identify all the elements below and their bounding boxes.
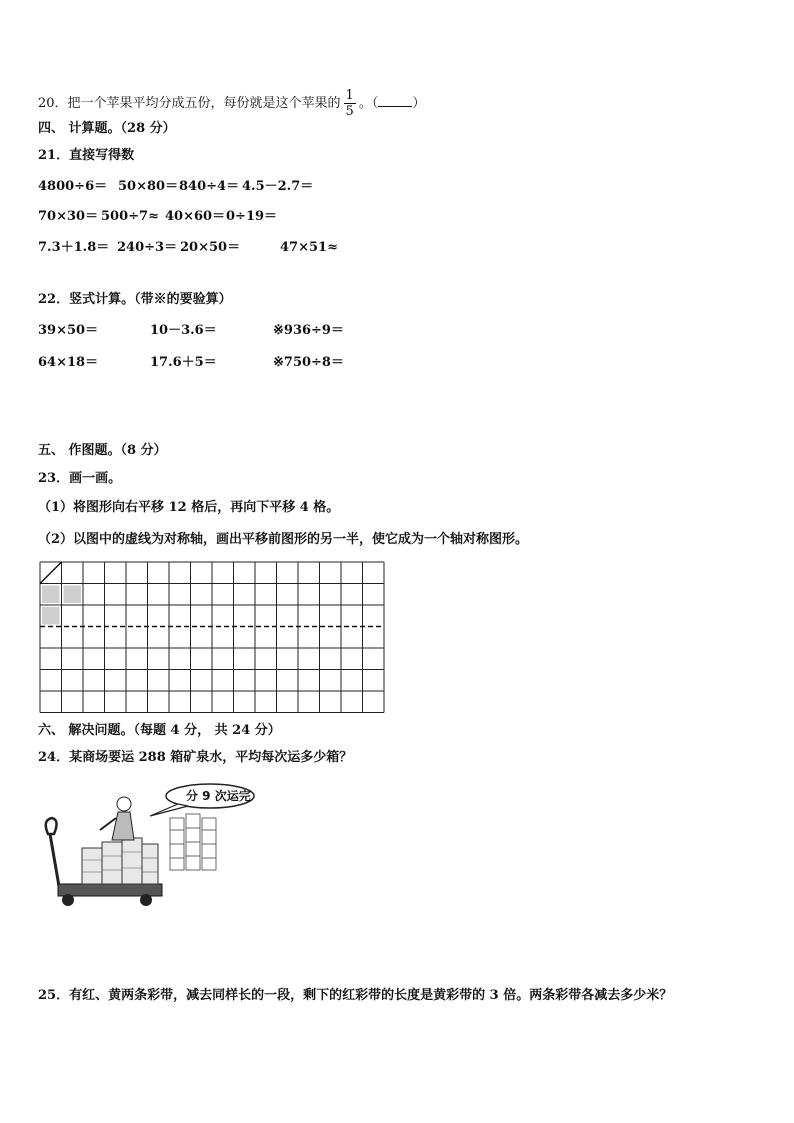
question-25: 25．有红、黄两条彩带，减去同样长的一段，剩下的红彩带的长度是黄彩带的 3 倍。两条彩带各减去多少米？: [38, 988, 673, 1003]
q21-item: 4.5－2.7＝: [242, 179, 314, 194]
triangle-diagonal: [40, 562, 62, 584]
question-24: 24．某商场要运 288 箱矿泉水，平均每次运多少箱？: [38, 750, 353, 765]
question-21-title: 21．直接写得数: [38, 148, 135, 163]
shaded-cell: [64, 586, 82, 604]
shaded-cell: [42, 607, 60, 625]
q21-item: 70×30＝: [38, 209, 99, 224]
q22-item: 39×50＝: [38, 323, 99, 338]
q21-item: 47×51≈: [280, 240, 338, 255]
q21-item: 7.3＋1.8＝: [38, 240, 110, 255]
q21-item: 500÷7≈: [101, 209, 159, 224]
q21-item: 0÷19＝: [226, 209, 278, 224]
q20-prefix: 20．把一个苹果平均分成五份，每份就是这个苹果的: [38, 96, 341, 111]
q20-suffix-close: ）: [412, 96, 426, 111]
shaded-cell: [42, 586, 60, 604]
q21-item: 40×60＝: [165, 209, 226, 224]
fraction-denominator: 5: [345, 104, 354, 119]
fraction-one-fifth: [344, 88, 356, 119]
q22-item: ※750÷8＝: [273, 355, 344, 370]
q20-suffix-open: 。（: [358, 96, 379, 111]
question-23-title: 23．画一画。: [38, 471, 122, 486]
q21-item: 4800÷6＝: [38, 179, 108, 194]
section-5-title: 五、 作图题。（8 分）: [38, 443, 167, 458]
section-4-title: 四、 计算题。（28 分）: [38, 121, 176, 136]
speech-bubble-text: 分 9 次运完: [186, 789, 251, 803]
q21-item: 50×80＝: [118, 179, 179, 194]
answer-blank[interactable]: [378, 94, 412, 107]
q23-item-1: （1）将图形向右平移 12 格后，再向下平移 4 格。: [38, 500, 340, 515]
drawing-grid[interactable]: [39, 561, 391, 717]
q22-item: 64×18＝: [38, 355, 99, 370]
q22-item: 17.6＋5＝: [150, 355, 217, 370]
q22-item: ※936÷9＝: [273, 323, 344, 338]
q21-item: 20×50＝: [180, 240, 241, 255]
fraction-numerator: 1: [345, 88, 354, 103]
q23-item-2: （2）以图中的虚线为对称轴，画出平移前图形的另一半，使它成为一个轴对称图形。: [38, 532, 529, 547]
question-20: [38, 88, 425, 119]
q22-item: 10－3.6＝: [150, 323, 217, 338]
q21-item: 240÷3＝: [117, 240, 178, 255]
question-22-title: 22．竖式计算。（带※的要验算）: [38, 292, 232, 307]
q21-item: 840÷4＝: [179, 179, 240, 194]
section-6-title: 六、 解决问题。（每题 4 分， 共 24 分）: [38, 723, 281, 738]
